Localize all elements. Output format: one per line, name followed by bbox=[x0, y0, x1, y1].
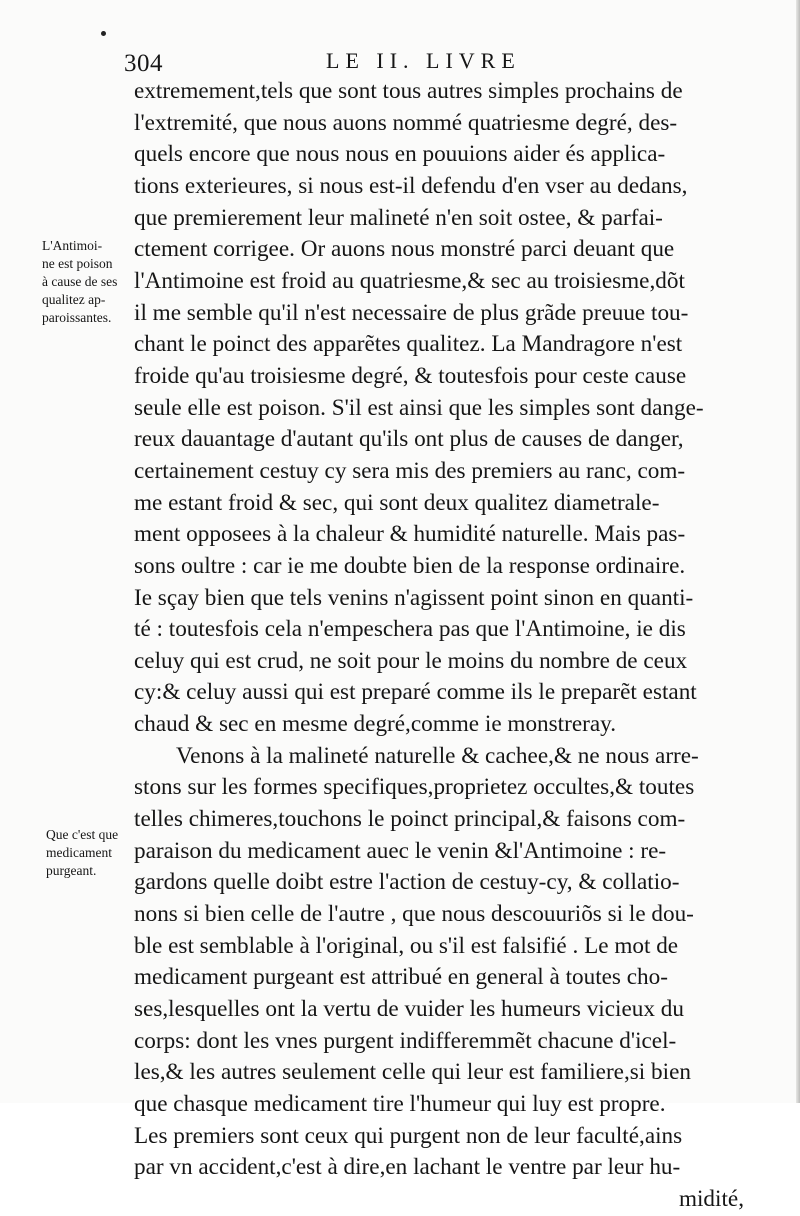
text-line: l'extremité, que nous auons nommé quatriesme degré, des- bbox=[134, 109, 678, 136]
margin-note-line: medicament bbox=[46, 845, 112, 860]
margin-note-line: paroissantes. bbox=[42, 310, 112, 325]
margin-note-line: Que c'est que bbox=[46, 827, 119, 842]
text-line: Ie sçay bien que tels venins n'agissent point sinon en quanti- bbox=[134, 584, 694, 611]
text-line: extremement,tels que sont tous autres simples prochains de bbox=[134, 78, 683, 104]
text-line: ment opposees à la chaleur & humidité naturelle. Mais pas- bbox=[134, 521, 686, 548]
margin-note-medicament bbox=[46, 826, 138, 880]
text-line: cy:& celuy aussi qui est preparé comme ils le preparẽt estant bbox=[134, 679, 697, 706]
text-line: certainement cestuy cy sera mis des premiers au ranc, com- bbox=[134, 457, 686, 484]
text-line-final: midité, bbox=[678, 1185, 744, 1212]
text-line: Les premiers sont ceux qui purgent non de leur faculté,ains bbox=[134, 1122, 683, 1149]
text-line: corps: dont les vnes purgent indifferemmẽt chacune d'icel- bbox=[134, 1027, 677, 1054]
margin-note-line: à cause de ses bbox=[42, 274, 118, 289]
text-line: que chasque medicament tire l'humeur qui luy est propre. bbox=[134, 1091, 666, 1117]
text-line: me estant froid & sec, qui sont deux qualitez diametrale- bbox=[134, 489, 660, 516]
text-line: l'Antimoine est froid au quatriesme,& sec au troisiesme,dõt bbox=[134, 267, 685, 294]
text-line: chaud & sec en mesme degré,comme ie monstreray. bbox=[134, 711, 617, 738]
text-line: seule elle est poison. S'il est ainsi que les simples sont dange- bbox=[134, 394, 704, 421]
paragraph-start-line: Venons à la malineté naturelle & cachee,& ne nous arre- bbox=[176, 742, 699, 769]
body-text bbox=[134, 76, 744, 1216]
margin-note-line: qualitez ap- bbox=[42, 292, 106, 307]
text-line: telles chimeres,touchons le poinct principal,& faisons com- bbox=[134, 806, 686, 833]
ink-dot bbox=[101, 31, 106, 36]
margin-note-line: L'Antimoi- bbox=[42, 238, 103, 253]
margin-note-line: purgeant. bbox=[46, 863, 97, 878]
text-line: quels encore que nous nous en pouuions aider és applica- bbox=[134, 141, 666, 168]
text-line: ses,lesquelles ont la vertu de vuider les humeurs vicieux du bbox=[134, 996, 684, 1023]
text-line: medicament purgeant est attribué en general à toutes cho- bbox=[134, 964, 668, 991]
text-line: tions exterieures, si nous est-il defendu d'en vser au dedans, bbox=[134, 172, 688, 199]
text-line: celuy qui est crud, ne soit pour le moins du nombre de ceux bbox=[134, 647, 688, 674]
page-number: 304 bbox=[124, 50, 163, 77]
text-line: stons sur les formes specifiques,proprietez occultes,& toutes bbox=[134, 774, 695, 801]
text-line: reux dauantage d'autant qu'ils ont plus de causes de danger, bbox=[134, 426, 684, 453]
text-line: paraison du medicament auec le venin &l'Antimoine : re- bbox=[134, 837, 667, 864]
margin-note-line: ne est poison bbox=[42, 256, 113, 271]
text-line: ble est semblable à l'original, ou s'il est falsifié . Le mot de bbox=[134, 932, 679, 959]
text-line: par vn accident,c'est à dire,en lachant le ventre par leur hu- bbox=[134, 1154, 681, 1181]
page-edge-shadow bbox=[796, 0, 800, 1103]
text-line: gardons quelle doibt estre l'action de cestuy-cy, & collatio- bbox=[134, 869, 680, 896]
text-line: les,& les autres seulement celle qui leur est familiere,si bien bbox=[134, 1059, 691, 1086]
text-line: il me semble qu'il n'est necessaire de plus grãde preuue tou- bbox=[134, 299, 689, 326]
text-line: ctement corrigee. Or auons nous monstré parci deuant que bbox=[134, 236, 675, 263]
text-line: que premierement leur malineté n'en soit ostee, & parfai- bbox=[134, 204, 663, 231]
text-line: froide qu'au troisiesme degré, & toutesfois pour ceste cause bbox=[134, 362, 687, 389]
text-line: nons si bien celle de l'autre , que nous descouuriõs si le dou- bbox=[134, 901, 694, 928]
text-line: chant le poinct des apparẽtes qualitez. La Mandragore n'est bbox=[134, 331, 683, 358]
text-line: té : toutesfois cela n'empeschera pas que l'Antimoine, ie dis bbox=[134, 616, 686, 643]
margin-note-antimoine bbox=[42, 237, 134, 327]
running-head: LE II. LIVRE bbox=[326, 48, 521, 73]
text-line: sons oultre : car ie me doubte bien de la response ordinaire. bbox=[134, 552, 686, 579]
